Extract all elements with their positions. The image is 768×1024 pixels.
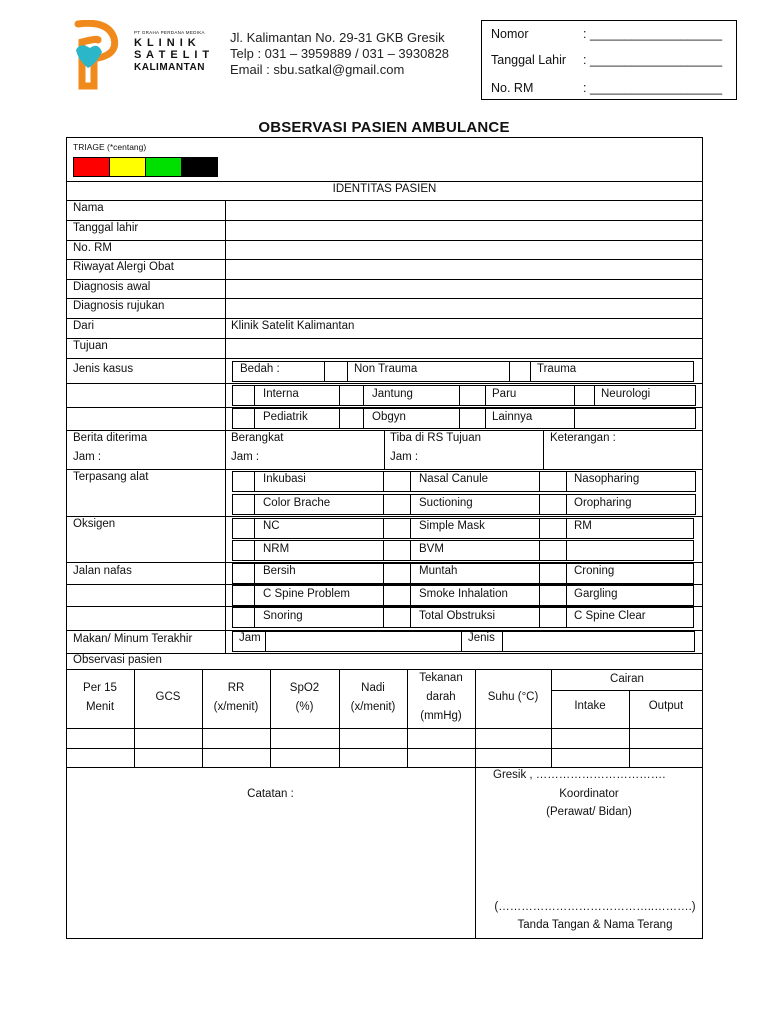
no-rm-row-label: No. RM [73, 242, 112, 254]
croning-option[interactable]: Croning [574, 565, 615, 577]
tujuan-label: Tujuan [73, 340, 108, 352]
nasal-canule-option[interactable]: Nasal Canule [419, 473, 489, 485]
cell-divider [539, 540, 540, 561]
cell-divider [502, 631, 503, 652]
col-gcs: GCS [155, 691, 181, 703]
logo-line-2: S A T E L I T [134, 49, 211, 61]
oksigen-label: Oksigen [73, 518, 116, 530]
col-per15-unit: Menit [85, 701, 115, 713]
cell-divider [594, 385, 595, 406]
row-divider [66, 383, 703, 384]
row-divider [66, 181, 703, 182]
cell-divider [539, 607, 540, 628]
paru-option[interactable]: Paru [492, 388, 517, 400]
cell-divider [265, 631, 266, 652]
triage-yellow-box[interactable] [109, 157, 146, 177]
cell-divider [410, 494, 411, 515]
cell-divider [539, 471, 540, 492]
logo-company: PT GRAHA PERDANA MEDIKA [134, 30, 205, 35]
alergi-label: Riwayat Alergi Obat [73, 261, 174, 273]
page-title: OBSERVASI PASIEN AMBULANCE [258, 119, 510, 136]
clinic-logo [68, 20, 223, 92]
cell-divider [485, 408, 486, 429]
interna-option[interactable]: Interna [263, 388, 299, 400]
keterangan-field[interactable]: Keterangan : [550, 432, 616, 444]
row-divider [66, 240, 703, 241]
cell-divider [566, 471, 567, 492]
nomor-label: Nomor [491, 27, 529, 41]
oropharing-option[interactable]: Oropharing [574, 497, 632, 509]
makan-jenis-label: Jenis [468, 632, 495, 644]
patient-id-box [481, 20, 737, 100]
snoring-option[interactable]: Snoring [263, 610, 303, 622]
cell-divider [566, 540, 567, 561]
clinic-email: Email : sbu.satkal@gmail.com [230, 62, 405, 77]
cell-divider [339, 408, 340, 429]
cell-divider [363, 385, 364, 406]
perawat-label: (Perawat/ Bidan) [546, 806, 632, 818]
cell-divider [410, 471, 411, 492]
nrm-option[interactable]: NRM [263, 543, 290, 555]
col-mmhg: (mmHg) [420, 710, 462, 722]
cell-divider [324, 361, 325, 382]
row-divider [66, 338, 703, 339]
cell-divider [383, 540, 384, 561]
muntah-option[interactable]: Muntah [419, 565, 458, 577]
col-suhu: Suhu (°C) [487, 691, 539, 703]
cell-divider [254, 563, 255, 584]
cell-divider [539, 494, 540, 515]
inkubasi-option[interactable]: Inkubasi [263, 473, 306, 485]
gresik-date-field[interactable]: Gresik , ……………………………. [493, 769, 666, 781]
jenis-kasus-label: Jenis kasus [73, 363, 134, 375]
oksigen-row-2 [232, 540, 694, 561]
cell-divider [410, 585, 411, 606]
cell-divider [410, 518, 411, 539]
cell-divider [574, 408, 575, 429]
row-divider [551, 690, 703, 691]
col-darah: darah [426, 691, 456, 703]
col-per15: Per 15 [83, 682, 117, 694]
tiba-jam-field[interactable]: Jam : [390, 451, 419, 463]
nasopharing-option[interactable]: Nasopharing [574, 473, 640, 485]
row-divider [66, 298, 703, 299]
col-intake: Intake [574, 700, 606, 712]
col-spo2-unit: (%) [295, 701, 314, 713]
cell-divider [574, 385, 575, 406]
cell-divider [339, 385, 340, 406]
logo-line-3: KALIMANTAN [134, 62, 205, 73]
color-brache-option[interactable]: Color Brache [263, 497, 331, 509]
col-spo2: SpO2 [289, 682, 320, 694]
triage-green-box[interactable] [145, 157, 182, 177]
cell-divider [254, 607, 255, 628]
c-spine-clear-option[interactable]: C Spine Clear [574, 610, 646, 622]
row-divider [66, 279, 703, 280]
rm-option[interactable]: RM [574, 520, 592, 532]
makan-row [232, 631, 695, 652]
column-divider [384, 430, 385, 469]
makan-jam-label: Jam [239, 632, 261, 644]
row-divider [66, 728, 703, 729]
column-divider [225, 200, 226, 430]
row-divider [66, 669, 703, 670]
row-divider [66, 200, 703, 201]
col-rr: RR [227, 682, 245, 694]
terpasang-alat-label: Terpasang alat [73, 471, 149, 483]
cell-divider [410, 607, 411, 628]
cell-divider [254, 585, 255, 606]
cell-divider [485, 385, 486, 406]
column-divider [225, 430, 226, 653]
row-divider [66, 767, 703, 768]
cell-divider [254, 540, 255, 561]
cell-divider [254, 408, 255, 429]
cell-divider [383, 563, 384, 584]
cell-divider [363, 408, 364, 429]
makan-minum-label: Makan/ Minum Terakhir [73, 633, 193, 645]
cell-divider [410, 540, 411, 561]
tanggal-lahir-field[interactable]: : ___________________ [583, 53, 723, 67]
bedah-label: Bedah : [240, 363, 280, 375]
berita-diterima-label: Berita diterima [73, 432, 148, 444]
cell-divider [383, 607, 384, 628]
clinic-address: Jl. Kalimantan No. 29-31 GKB Gresik [230, 30, 445, 45]
cell-divider [530, 361, 531, 382]
tanggal-lahir-row-label: Tanggal lahir [73, 222, 139, 234]
diagnosis-awal-label: Diagnosis awal [73, 281, 151, 293]
catatan-label: Catatan : [247, 788, 294, 800]
neurologi-option[interactable]: Neurologi [601, 388, 651, 400]
dari-label: Dari [73, 320, 95, 332]
berangkat-label: Berangkat [231, 432, 284, 444]
c-spine-problem-option[interactable]: C Spine Problem [263, 588, 350, 600]
jalan-nafas-row-1 [232, 563, 694, 584]
logo-line-1: K L I N I K [134, 37, 197, 49]
cell-divider [566, 563, 567, 584]
column-divider [134, 669, 135, 767]
cell-divider [459, 408, 460, 429]
tanggal-lahir-label: Tanggal Lahir [491, 53, 567, 67]
suctioning-option[interactable]: Suctioning [419, 497, 473, 509]
koordinator-label: Koordinator [559, 788, 619, 800]
col-cairan: Cairan [610, 673, 644, 685]
row-divider [66, 358, 703, 359]
row-divider [66, 259, 703, 260]
cell-divider [539, 518, 540, 539]
nama-label: Nama [73, 202, 104, 214]
cell-divider [566, 494, 567, 515]
cell-divider [566, 585, 567, 606]
cell-divider [254, 518, 255, 539]
trauma-option[interactable]: Trauma [537, 363, 577, 375]
cell-divider [566, 518, 567, 539]
tiba-label: Tiba di RS Tujuan [390, 432, 481, 444]
berangkat-jam-field[interactable]: Jam : [231, 451, 260, 463]
row-divider [66, 516, 703, 517]
non-trauma-option[interactable]: Non Trauma [354, 363, 418, 375]
cell-divider [254, 385, 255, 406]
cell-divider [539, 563, 540, 584]
clinic-phone: Telp : 031 – 3959889 / 031 – 3930828 [230, 46, 450, 61]
no-rm-label: No. RM [491, 81, 534, 95]
dari-value[interactable]: Klinik Satelit Kalimantan [231, 320, 355, 332]
observasi-label: Observasi pasien [73, 654, 162, 666]
nomor-field[interactable]: : ___________________ [583, 27, 723, 41]
triage-red-box[interactable] [73, 157, 110, 177]
signature-field[interactable]: (…………………………………..……….) [494, 901, 696, 913]
cell-divider [383, 494, 384, 515]
bersih-option[interactable]: Bersih [263, 565, 296, 577]
col-nadi: Nadi [361, 682, 385, 694]
col-tekanan: Tekanan [419, 672, 463, 684]
gargling-option[interactable]: Gargling [574, 588, 618, 600]
diagnosis-rujukan-label: Diagnosis rujukan [73, 300, 165, 312]
nc-option[interactable]: NC [263, 520, 280, 532]
logo-mark-icon [68, 20, 128, 92]
cell-divider [566, 607, 567, 628]
row-divider [66, 318, 703, 319]
obgyn-option[interactable]: Obgyn [372, 411, 406, 423]
col-rr-unit: (x/menit) [213, 701, 259, 713]
pediatrik-option[interactable]: Pediatrik [263, 411, 308, 423]
simple-mask-option[interactable]: Simple Mask [419, 520, 485, 532]
column-divider [475, 669, 476, 939]
triage-black-box[interactable] [181, 157, 218, 177]
cell-divider [254, 471, 255, 492]
cell-divider [383, 471, 384, 492]
cell-divider [509, 361, 510, 382]
identitas-header: IDENTITAS PASIEN [332, 183, 437, 195]
cell-divider [347, 361, 348, 382]
col-output: Output [648, 700, 684, 712]
cell-divider [461, 631, 462, 652]
jantung-option[interactable]: Jantung [372, 388, 413, 400]
total-obstruksi-option[interactable]: Total Obstruksi [419, 610, 496, 622]
triage-label: TRIAGE (*centang) [73, 142, 147, 152]
col-nadi-unit: (x/menit) [350, 701, 396, 713]
column-divider [543, 430, 544, 469]
row-divider [66, 469, 703, 470]
cell-divider [383, 585, 384, 606]
cell-divider [539, 585, 540, 606]
jalan-nafas-label: Jalan nafas [73, 565, 132, 577]
cell-divider [254, 494, 255, 515]
cell-divider [410, 563, 411, 584]
signature-caption: Tanda Tangan & Nama Terang [517, 919, 673, 931]
row-divider [66, 748, 703, 749]
berita-jam-field[interactable]: Jam : [73, 451, 102, 463]
smoke-inhalation-option[interactable]: Smoke Inhalation [419, 588, 508, 600]
no-rm-field[interactable]: : ___________________ [583, 81, 723, 95]
row-divider [66, 220, 703, 221]
lainnya-option[interactable]: Lainnya [492, 411, 533, 423]
clinic-address-block [230, 30, 449, 78]
cell-divider [383, 518, 384, 539]
cell-divider [459, 385, 460, 406]
jenis-kasus-row-1 [232, 361, 694, 382]
bvm-option[interactable]: BVM [419, 543, 444, 555]
